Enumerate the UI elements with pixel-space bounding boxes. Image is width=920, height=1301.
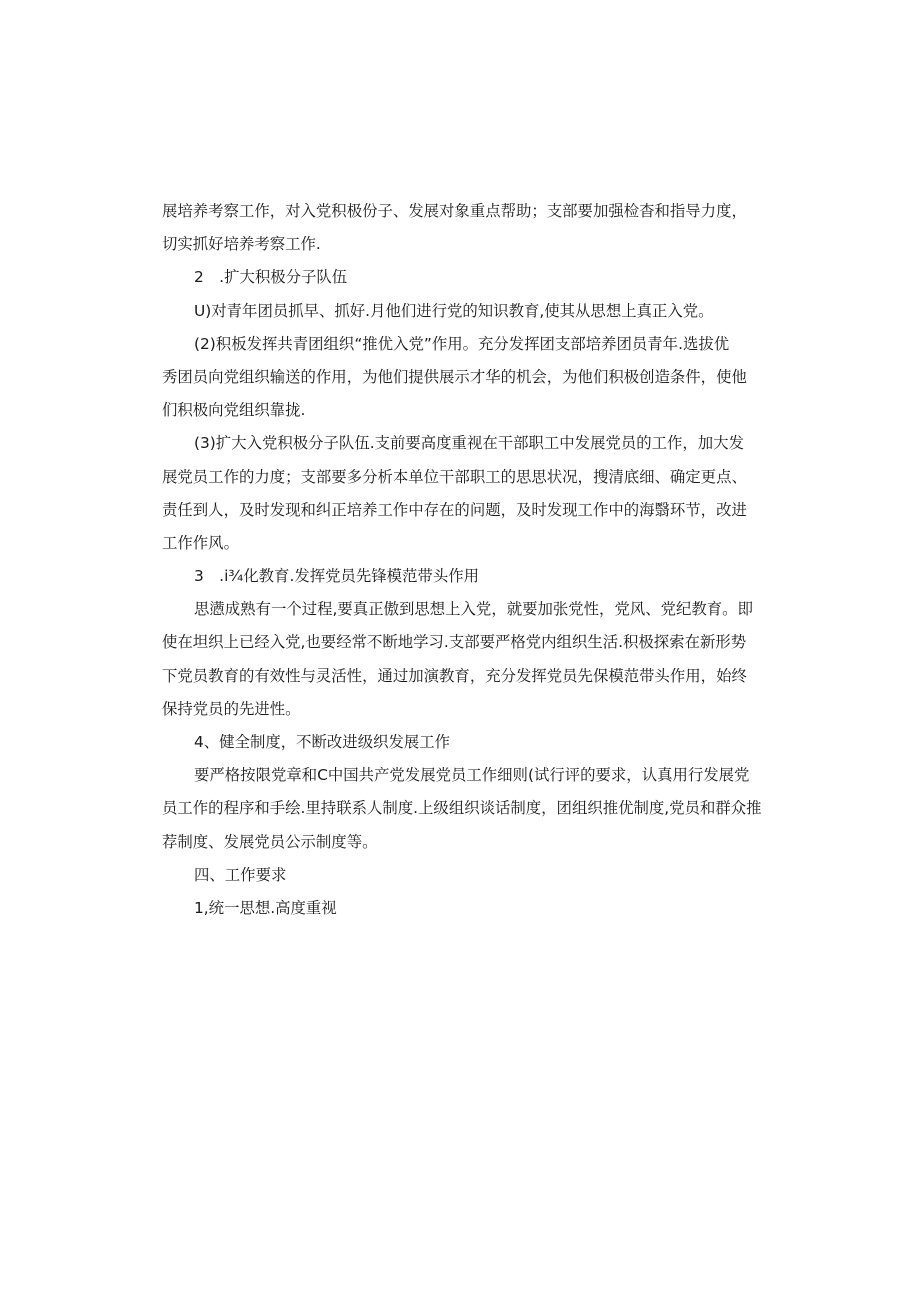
- paragraph-line: 使在坦织上已经入党,也要经常不断地学习.支部要严格党内组织生活.积极探索在新形势: [162, 633, 747, 652]
- paragraph-line: 展培养考察工作，对入党积极份子、发展对象重点帮助；支部要加强检杳和指导力度，: [162, 202, 747, 220]
- section-heading: 1,统一思想.高度重视: [194, 898, 337, 917]
- paragraph-line: 要严格按限党章和C中国共产党发展党员工作细则(试行评的要求，认真用行发展党: [194, 766, 750, 785]
- section-heading: 3 .i¾化教育.发挥党员先锋模范带头作用: [194, 567, 480, 586]
- paragraph-line: 展党员工作的力度；支部要多分析本单位干部职工的思思状况，搜清底细、确定更点、: [162, 467, 747, 486]
- paragraph-line: 保持党员的先进性。: [162, 699, 301, 718]
- paragraph-line: (2)积板发挥共青团组织“推优入党”作用。充分发挥团支部培养团员青年.选拔优: [194, 334, 730, 353]
- paragraph-line: 秀团员向党组织输送的作用，为他们提供展示才华的机会，为他们积极创造条件，使他: [162, 367, 747, 386]
- paragraph-line: 荐制度、发展党员公示制度等。: [162, 832, 378, 851]
- paragraph-line: 们积极向党组织靠拢.: [162, 401, 306, 420]
- paragraph-line: 思懑成熟有一个过程,要真正傲到思想上入党，就要加张党性，党风、党纪教育。即: [194, 600, 753, 619]
- document-body: [162, 195, 762, 925]
- paragraph-line: U)对青年团员抓早、抓好.月他们进行党的知识教育,使其从思想上真正入党。: [194, 301, 714, 320]
- paragraph-line: 责任到人，及时发现和纠正培养工作中存在的问题，及时发现工作中的海翳环节，改进: [162, 500, 747, 519]
- section-heading: 4、健全制度，不断改进级织发展工作: [194, 733, 451, 751]
- paragraph-line: 切实抓好培养考察工作.: [162, 235, 321, 254]
- section-heading: 2 .扩大积极分子队伍: [194, 268, 348, 287]
- paragraph-line: (3)扩大入党积极分子队伍.支前要高度重视在干部职工中发展党员的工作，加大发: [194, 434, 744, 453]
- paragraph-line: 下党员教育的有效性与灵活性，通过加演教育，充分发挥党员先保模范带头作用，始终: [162, 666, 747, 685]
- section-heading: 四、工作要求: [194, 865, 287, 884]
- paragraph-line: 员工作的程序和手绘.里持联系人制度.上级组织谈话制度，团组织推优制度,党员和群众推: [162, 799, 762, 818]
- paragraph-line: 工作作风。: [162, 533, 239, 552]
